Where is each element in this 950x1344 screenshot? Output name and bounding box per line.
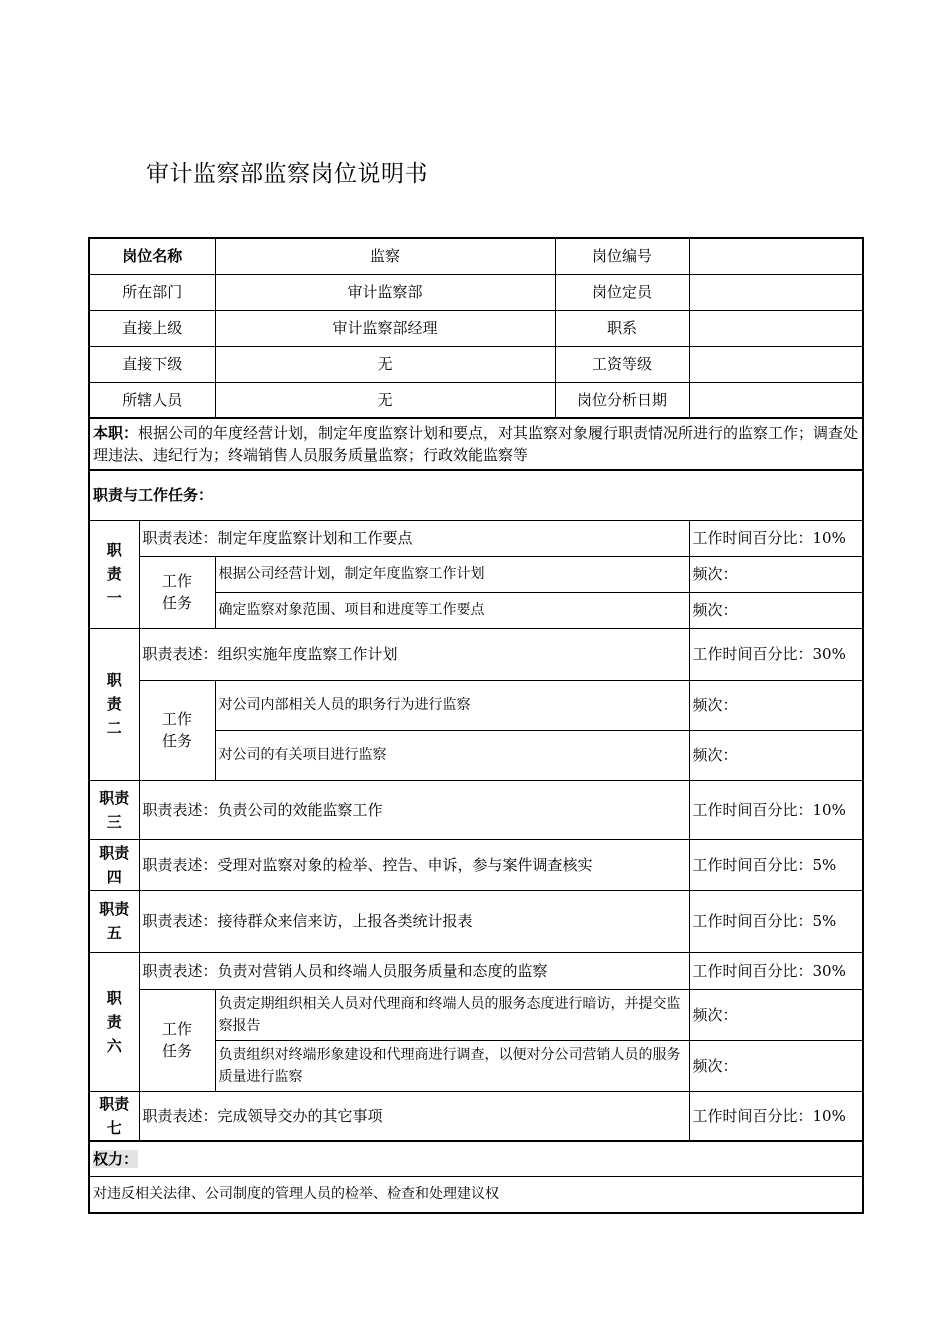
duty-pct: 工作时间百分比：10%: [689, 780, 863, 839]
job-description-sheet: [88, 237, 862, 1214]
duty-desc: 职责表述：接待群众来信来访，上报各类统计报表: [139, 890, 689, 952]
duty-label: [89, 839, 139, 890]
task-label-text: 工作 任务: [162, 572, 193, 612]
duty-label: [89, 952, 139, 1091]
duty-label: [89, 780, 139, 839]
duty-name: 职责 五: [99, 900, 130, 942]
authority-header-row: [89, 1141, 863, 1177]
authority-header-cell: [89, 1141, 863, 1177]
duty-desc: 职责表述：受理对监察对象的检举、控告、申诉，参与案件调查核实: [139, 839, 689, 890]
summary-cell: [89, 418, 863, 470]
info-label: 岗位名称: [89, 238, 215, 274]
duty-label: [89, 520, 139, 628]
duty-name: 职责 三: [99, 788, 130, 831]
task-label-text: 工作 任务: [162, 710, 193, 750]
duty-pct: 工作时间百分比：10%: [689, 1091, 863, 1141]
info-label-2: 岗位编号: [555, 238, 689, 274]
info-row: [89, 346, 863, 382]
page-title: 审计监察部监察岗位说明书: [146, 161, 428, 187]
info-value: 审计监察部经理: [215, 310, 555, 346]
duty-desc: 职责表述：组织实施年度监察工作计划: [139, 628, 689, 680]
duty-name: 职责 四: [99, 843, 130, 886]
duty-pct: 工作时间百分比：10%: [689, 520, 863, 556]
task-text: 负责组织对终端形象建设和代理商进行调查，以便对分公司营销人员的服务质量进行监察: [215, 1040, 689, 1091]
info-value-2: [689, 346, 863, 382]
duty-row: [89, 890, 863, 952]
info-value: 审计监察部: [215, 274, 555, 310]
duty-name: 职 责 六: [106, 988, 122, 1055]
info-label: 所辖人员: [89, 382, 215, 418]
task-text: 负责定期组织相关人员对代理商和终端人员的服务态度进行暗访，并提交监察报告: [215, 989, 689, 1040]
task-freq: 频次：: [689, 989, 863, 1040]
duty-pct: 工作时间百分比：5%: [689, 839, 863, 890]
duty-name: 职 责 二: [106, 671, 122, 737]
info-value-2: [689, 382, 863, 418]
task-freq: 频次：: [689, 1040, 863, 1091]
info-label-2: 岗位分析日期: [555, 382, 689, 418]
duty-desc: 职责表述：制定年度监察计划和工作要点: [139, 520, 689, 556]
info-label: 直接上级: [89, 310, 215, 346]
authority-text: 对违反相关法律、公司制度的管理人员的检举、检查和处理建议权: [89, 1177, 863, 1213]
duty-row: [89, 628, 863, 680]
info-value: 无: [215, 346, 555, 382]
summary-row: [89, 418, 863, 470]
duty-row: [89, 780, 863, 839]
duty-row: [89, 520, 863, 556]
duty-label: [89, 628, 139, 780]
summary-text: 根据公司的年度经营计划，制定年度监察计划和要点，对其监察对象履行职责情况所进行的监察工作；调查处理违法、违纪行为；终端销售人员服务质量监察；行政效能监察等: [93, 424, 859, 464]
duty-pct: 工作时间百分比：30%: [689, 628, 863, 680]
info-label: 直接下级: [89, 346, 215, 382]
info-label-2: 岗位定员: [555, 274, 689, 310]
duty-desc: 职责表述：完成领导交办的其它事项: [139, 1091, 689, 1141]
task-text: 根据公司经营计划，制定年度监察工作计划: [215, 556, 689, 592]
duties-header-row: [89, 470, 863, 520]
info-value-2: [689, 310, 863, 346]
task-freq: 频次：: [689, 592, 863, 628]
duty-label: [89, 890, 139, 952]
info-label: 所在部门: [89, 274, 215, 310]
task-label-text: 工作 任务: [162, 1020, 193, 1060]
info-value-2: [689, 274, 863, 310]
job-table: [88, 237, 864, 1214]
task-text: 对公司内部相关人员的职务行为进行监察: [215, 680, 689, 730]
duties-header: 职责与工作任务：: [89, 470, 863, 520]
info-value-2: [689, 238, 863, 274]
info-row: [89, 238, 863, 274]
duty-name: 职责 七: [99, 1094, 130, 1137]
info-row: [89, 382, 863, 418]
info-row: [89, 310, 863, 346]
duty-pct: 工作时间百分比：30%: [689, 952, 863, 989]
authority-row: [89, 1177, 863, 1213]
task-row: [89, 680, 863, 730]
task-freq: 频次：: [689, 556, 863, 592]
duty-label: [89, 1091, 139, 1141]
task-row: [89, 556, 863, 592]
task-label: [139, 989, 215, 1091]
duty-desc: 职责表述：负责对营销人员和终端人员服务质量和态度的监察: [139, 952, 689, 989]
task-row: [89, 989, 863, 1040]
duty-desc: 职责表述：负责公司的效能监察工作: [139, 780, 689, 839]
task-freq: 频次：: [689, 730, 863, 780]
duty-row: [89, 1091, 863, 1141]
task-text: 对公司的有关项目进行监察: [215, 730, 689, 780]
task-label: [139, 680, 215, 780]
task-text: 确定监察对象范围、项目和进度等工作要点: [215, 592, 689, 628]
summary-label: 本职：: [93, 424, 139, 442]
info-value: 无: [215, 382, 555, 418]
info-label-2: 职系: [555, 310, 689, 346]
task-label: [139, 556, 215, 628]
authority-label: 权力：: [93, 1149, 139, 1168]
duty-pct: 工作时间百分比：5%: [689, 890, 863, 952]
info-row: [89, 274, 863, 310]
task-freq: 频次：: [689, 680, 863, 730]
duty-row: [89, 952, 863, 989]
duty-name: 职 责 一: [106, 541, 122, 607]
info-label-2: 工资等级: [555, 346, 689, 382]
duty-row: [89, 839, 863, 890]
info-value: 监察: [215, 238, 555, 274]
